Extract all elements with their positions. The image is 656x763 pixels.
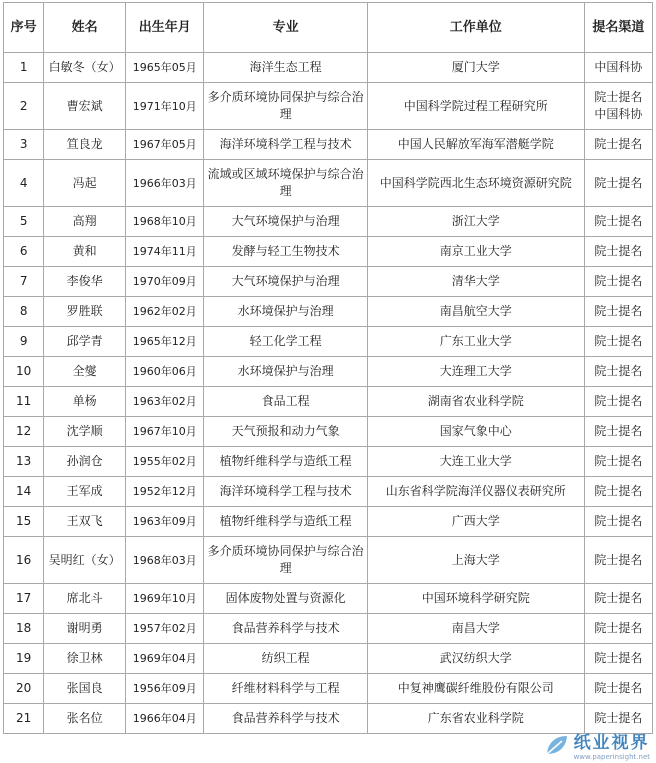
cell-birth: 1956年09月: [125, 674, 204, 704]
header-no: 序号: [4, 3, 44, 53]
cell-unit: 清华大学: [367, 267, 584, 297]
cell-no: 18: [4, 614, 44, 644]
cell-channel: 院士提名: [584, 207, 652, 237]
cell-name: 孙润仓: [44, 447, 126, 477]
cell-birth: 1965年12月: [125, 327, 204, 357]
header-unit: 工作单位: [367, 3, 584, 53]
cell-unit: 广东省农业科学院: [367, 704, 584, 734]
table-row: [4, 614, 653, 644]
cell-major: 多介质环境协同保护与综合治理: [204, 83, 367, 130]
cell-no: 4: [4, 160, 44, 207]
table-row: [4, 83, 653, 130]
cell-major: 食品营养科学与技术: [204, 614, 367, 644]
cell-name: 张名位: [44, 704, 126, 734]
cell-birth: 1965年05月: [125, 53, 204, 83]
cell-no: 8: [4, 297, 44, 327]
cell-major: 多介质环境协同保护与综合治理: [204, 537, 367, 584]
cell-channel: 院士提名: [584, 614, 652, 644]
cell-no: 20: [4, 674, 44, 704]
cell-channel: 院士提名: [584, 237, 652, 267]
table-row: [4, 53, 653, 83]
cell-major: 大气环境保护与治理: [204, 267, 367, 297]
table-row: [4, 477, 653, 507]
cell-major: 水环境保护与治理: [204, 357, 367, 387]
cell-name: 李俊华: [44, 267, 126, 297]
cell-birth: 1966年03月: [125, 160, 204, 207]
table-row: [4, 447, 653, 477]
cell-no: 16: [4, 537, 44, 584]
cell-birth: 1971年10月: [125, 83, 204, 130]
cell-channel: 院士提名: [584, 297, 652, 327]
cell-name: 徐卫林: [44, 644, 126, 674]
header-major: 专业: [204, 3, 367, 53]
cell-major: 食品工程: [204, 387, 367, 417]
cell-unit: 中国人民解放军海军潜艇学院: [367, 130, 584, 160]
table-row: [4, 130, 653, 160]
cell-name: 邱学青: [44, 327, 126, 357]
cell-unit: 南京工业大学: [367, 237, 584, 267]
cell-major: 天气预报和动力气象: [204, 417, 367, 447]
cell-unit: 南昌大学: [367, 614, 584, 644]
cell-name: 吴明红（女）: [44, 537, 126, 584]
cell-major: 纺织工程: [204, 644, 367, 674]
cell-major: 流域或区域环境保护与综合治理: [204, 160, 367, 207]
cell-channel: 院士提名: [584, 267, 652, 297]
cell-no: 6: [4, 237, 44, 267]
table-row: [4, 160, 653, 207]
cell-name: 曹宏斌: [44, 83, 126, 130]
cell-name: 席北斗: [44, 584, 126, 614]
table-row: [4, 537, 653, 584]
leaf-logo-icon: [544, 733, 570, 757]
cell-unit: 南昌航空大学: [367, 297, 584, 327]
cell-birth: 1963年09月: [125, 507, 204, 537]
table-row: [4, 267, 653, 297]
cell-channel: 院士提名: [584, 387, 652, 417]
cell-birth: 1955年02月: [125, 447, 204, 477]
cell-no: 21: [4, 704, 44, 734]
cell-unit: 山东省科学院海洋仪器仪表研究所: [367, 477, 584, 507]
cell-major: 水环境保护与治理: [204, 297, 367, 327]
cell-channel: 院士提名: [584, 704, 652, 734]
cell-channel: 院士提名: [584, 130, 652, 160]
cell-name: 王军成: [44, 477, 126, 507]
header-name: 姓名: [44, 3, 126, 53]
cell-unit: 广西大学: [367, 507, 584, 537]
watermark: [544, 728, 650, 761]
cell-major: 海洋环境科学工程与技术: [204, 477, 367, 507]
cell-channel: 院士提名: [584, 160, 652, 207]
watermark-url: www.paperinsight.net: [573, 753, 650, 761]
cell-name: 笪良龙: [44, 130, 126, 160]
cell-channel: 中国科协: [584, 53, 652, 83]
cell-birth: 1952年12月: [125, 477, 204, 507]
cell-major: 植物纤维科学与造纸工程: [204, 447, 367, 477]
cell-name: 张国良: [44, 674, 126, 704]
cell-birth: 1968年10月: [125, 207, 204, 237]
table-row: [4, 507, 653, 537]
cell-name: 谢明勇: [44, 614, 126, 644]
cell-name: 全燮: [44, 357, 126, 387]
cell-unit: 大连理工大学: [367, 357, 584, 387]
cell-no: 1: [4, 53, 44, 83]
cell-name: 白敏冬（女）: [44, 53, 126, 83]
cell-channel: 院士提名: [584, 477, 652, 507]
cell-no: 9: [4, 327, 44, 357]
cell-major: 海洋生态工程: [204, 53, 367, 83]
nominee-table: [3, 2, 653, 734]
cell-channel: 院士提名: [584, 674, 652, 704]
table-row: [4, 297, 653, 327]
cell-no: 14: [4, 477, 44, 507]
cell-no: 2: [4, 83, 44, 130]
cell-unit: 中国科学院过程工程研究所: [367, 83, 584, 130]
cell-unit: 厦门大学: [367, 53, 584, 83]
header-birth: 出生年月: [125, 3, 204, 53]
cell-birth: 1963年02月: [125, 387, 204, 417]
cell-no: 19: [4, 644, 44, 674]
cell-unit: 国家气象中心: [367, 417, 584, 447]
cell-channel: 院士提名: [584, 644, 652, 674]
cell-birth: 1969年04月: [125, 644, 204, 674]
cell-channel: 院士提名: [584, 357, 652, 387]
table-row: [4, 417, 653, 447]
cell-birth: 1970年09月: [125, 267, 204, 297]
header-row: [4, 3, 653, 53]
cell-name: 王双飞: [44, 507, 126, 537]
cell-unit: 浙江大学: [367, 207, 584, 237]
cell-birth: 1957年02月: [125, 614, 204, 644]
cell-major: 纤维材料科学与工程: [204, 674, 367, 704]
cell-birth: 1969年10月: [125, 584, 204, 614]
table-row: [4, 207, 653, 237]
cell-major: 发酵与轻工生物技术: [204, 237, 367, 267]
cell-unit: 上海大学: [367, 537, 584, 584]
cell-major: 食品营养科学与技术: [204, 704, 367, 734]
cell-channel: 院士提名: [584, 447, 652, 477]
cell-birth: 1967年05月: [125, 130, 204, 160]
header-channel: 提名渠道: [584, 3, 652, 53]
cell-no: 12: [4, 417, 44, 447]
watermark-brand: 纸业视界: [573, 733, 650, 753]
cell-birth: 1966年04月: [125, 704, 204, 734]
cell-unit: 大连工业大学: [367, 447, 584, 477]
cell-no: 13: [4, 447, 44, 477]
cell-birth: 1974年11月: [125, 237, 204, 267]
cell-channel: 院士提名 中国科协: [584, 83, 652, 130]
table-row: [4, 327, 653, 357]
cell-name: 罗胜联: [44, 297, 126, 327]
cell-channel: 院士提名: [584, 584, 652, 614]
cell-unit: 武汉纺织大学: [367, 644, 584, 674]
cell-name: 高翔: [44, 207, 126, 237]
cell-name: 单杨: [44, 387, 126, 417]
cell-no: 5: [4, 207, 44, 237]
table-row: [4, 387, 653, 417]
cell-unit: 中国科学院西北生态环境资源研究院: [367, 160, 584, 207]
cell-no: 10: [4, 357, 44, 387]
cell-no: 17: [4, 584, 44, 614]
cell-birth: 1967年10月: [125, 417, 204, 447]
table-row: [4, 674, 653, 704]
cell-birth: 1960年06月: [125, 357, 204, 387]
cell-major: 植物纤维科学与造纸工程: [204, 507, 367, 537]
cell-unit: 中国环境科学研究院: [367, 584, 584, 614]
cell-name: 黄和: [44, 237, 126, 267]
cell-unit: 中复神鹰碳纤维股份有限公司: [367, 674, 584, 704]
table-row: [4, 357, 653, 387]
table-row: [4, 237, 653, 267]
table-row: [4, 644, 653, 674]
cell-major: 海洋环境科学工程与技术: [204, 130, 367, 160]
cell-no: 3: [4, 130, 44, 160]
cell-major: 轻工化学工程: [204, 327, 367, 357]
cell-name: 沈学顺: [44, 417, 126, 447]
cell-channel: 院士提名: [584, 327, 652, 357]
cell-major: 大气环境保护与治理: [204, 207, 367, 237]
cell-channel: 院士提名: [584, 417, 652, 447]
cell-name: 冯起: [44, 160, 126, 207]
table-row: [4, 584, 653, 614]
cell-no: 7: [4, 267, 44, 297]
cell-major: 固体废物处置与资源化: [204, 584, 367, 614]
cell-birth: 1962年02月: [125, 297, 204, 327]
cell-unit: 湖南省农业科学院: [367, 387, 584, 417]
cell-no: 11: [4, 387, 44, 417]
cell-no: 15: [4, 507, 44, 537]
cell-channel: 院士提名: [584, 507, 652, 537]
cell-birth: 1968年03月: [125, 537, 204, 584]
cell-unit: 广东工业大学: [367, 327, 584, 357]
cell-channel: 院士提名: [584, 537, 652, 584]
